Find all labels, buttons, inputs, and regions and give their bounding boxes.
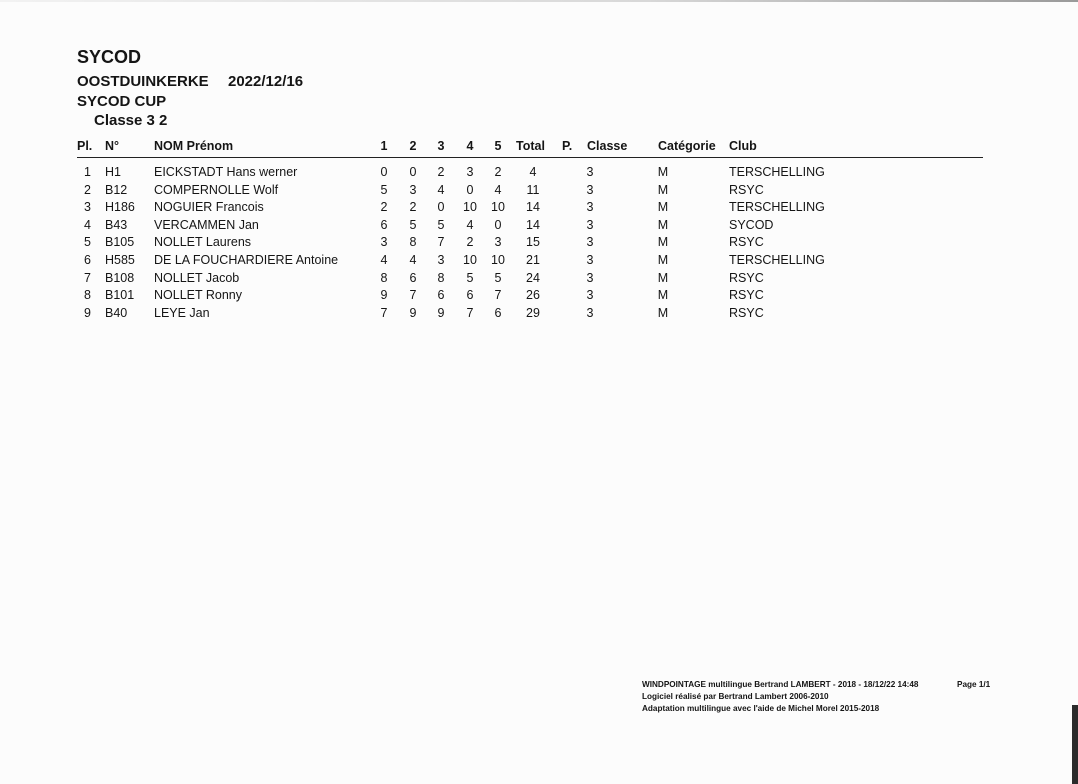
cell-race-5: 7: [494, 288, 502, 303]
table-row: [0, 287, 1078, 305]
cell-classe: 3: [586, 305, 594, 320]
cell-race-3: 8: [437, 270, 445, 285]
cell-race-3: 4: [437, 182, 445, 197]
table-row: [0, 305, 1078, 323]
cell-name: VERCAMMEN Jan: [154, 217, 259, 232]
cell-total: 4: [529, 165, 537, 179]
cell-number: B12: [105, 182, 128, 197]
cell-place: 7: [84, 270, 91, 285]
cell-classe: 3: [586, 270, 594, 285]
col-header-total: Total: [516, 139, 545, 153]
cell-race-2: 6: [409, 270, 417, 285]
table-row: [0, 234, 1078, 252]
col-header-name: NOM Prénom: [154, 139, 234, 153]
col-header-race-5: 5: [494, 139, 502, 153]
cell-race-4: 10: [463, 200, 477, 215]
cell-race-2: 8: [409, 235, 417, 250]
table-row: [0, 217, 1078, 235]
event-date: 2022/12/16: [228, 73, 304, 90]
cell-club: TERSCHELLING: [729, 252, 825, 267]
cell-race-5: 5: [494, 270, 502, 285]
cell-name: NOLLET Laurens: [154, 235, 252, 250]
cell-race-1: 7: [380, 305, 388, 320]
cell-name: NOLLET Jacob: [154, 270, 240, 285]
event-title: SYCOD CUP: [77, 93, 167, 110]
cell-race-3: 2: [437, 165, 445, 179]
header-divider: [77, 157, 983, 158]
cell-club: TERSCHELLING: [729, 165, 825, 179]
cell-race-2: 2: [409, 200, 417, 215]
cell-total: 14: [526, 217, 540, 232]
cell-race-3: 6: [437, 288, 445, 303]
cell-name: COMPERNOLLE Wolf: [154, 182, 279, 197]
cell-number: B101: [105, 288, 135, 303]
cell-race-5: 6: [494, 305, 502, 320]
cell-place: 8: [84, 288, 91, 303]
cell-classe: 3: [586, 182, 594, 197]
cell-place: 4: [84, 217, 91, 232]
cell-race-3: 3: [437, 252, 445, 267]
cell-race-1: 6: [380, 217, 388, 232]
cell-classe: 3: [586, 200, 594, 215]
cell-race-3: 7: [437, 235, 445, 250]
cell-categorie: M: [657, 200, 669, 215]
cell-place: 3: [84, 200, 91, 215]
cell-race-3: 0: [437, 200, 445, 215]
cell-total: 15: [526, 235, 540, 250]
table-row: [0, 182, 1078, 200]
cell-name: LEYE Jan: [154, 305, 210, 320]
col-header-club: Club: [729, 139, 757, 153]
cell-race-1: 3: [380, 235, 388, 250]
cell-place: 9: [84, 305, 91, 320]
cell-race-2: 0: [409, 165, 417, 179]
cell-race-1: 0: [380, 165, 388, 179]
cell-categorie: M: [657, 165, 669, 179]
col-header-p: P.: [562, 139, 573, 153]
cell-race-4: 10: [463, 252, 477, 267]
page-number: Page 1/1: [957, 680, 991, 689]
table-row: [0, 199, 1078, 217]
cell-place: 6: [84, 252, 91, 267]
cell-number: B108: [105, 270, 135, 285]
cell-club: RSYC: [729, 235, 764, 250]
cell-race-5: 10: [491, 200, 505, 215]
cell-classe: 3: [586, 252, 594, 267]
table-row: [0, 252, 1078, 270]
cell-categorie: M: [657, 235, 669, 250]
table-row: [0, 164, 1078, 182]
cell-race-4: 2: [466, 235, 474, 250]
footer-software-credit: WINDPOINTAGE multilingue Bertrand LAMBERT - 2018 - 18/12/22 14:48: [642, 680, 919, 689]
cell-race-4: 0: [466, 182, 474, 197]
cell-club: SYCOD: [729, 217, 774, 232]
col-header-categorie: Catégorie: [658, 139, 716, 153]
cell-total: 14: [526, 200, 540, 215]
cell-name: EICKSTADT Hans werner: [154, 165, 298, 179]
cell-race-5: 3: [494, 235, 502, 250]
cell-race-5: 2: [494, 165, 502, 179]
cell-club: RSYC: [729, 270, 764, 285]
cell-race-4: 3: [466, 165, 474, 179]
cell-race-2: 4: [409, 252, 417, 267]
cell-place: 2: [84, 182, 91, 197]
cell-race-4: 7: [466, 305, 474, 320]
class-title: Classe 3 2: [94, 112, 168, 129]
cell-race-1: 2: [380, 200, 388, 215]
cell-categorie: M: [657, 182, 669, 197]
cell-race-2: 5: [409, 217, 417, 232]
col-header-place: Pl.: [77, 139, 93, 153]
cell-race-5: 0: [494, 217, 502, 232]
cell-race-4: 5: [466, 270, 474, 285]
cell-race-5: 4: [494, 182, 502, 197]
footer-adaptation-credit: Adaptation multilingue avec l'aide de Michel Morel 2015-2018: [642, 704, 880, 713]
cell-total: 11: [526, 182, 540, 197]
cell-race-3: 5: [437, 217, 445, 232]
cell-total: 26: [526, 288, 540, 303]
cell-race-1: 5: [380, 182, 388, 197]
cell-number: B43: [105, 217, 128, 232]
organization-title: SYCOD: [77, 47, 142, 67]
col-header-classe: Classe: [587, 139, 628, 153]
cell-categorie: M: [657, 288, 669, 303]
cell-categorie: M: [657, 217, 669, 232]
col-header-number: N°: [105, 139, 120, 153]
cell-club: RSYC: [729, 288, 764, 303]
cell-total: 21: [526, 252, 540, 267]
col-header-race-1: 1: [380, 139, 388, 153]
cell-race-4: 4: [466, 217, 474, 232]
cell-number: H186: [105, 200, 135, 215]
cell-number: B40: [105, 305, 128, 320]
footer-author-credit: Logiciel réalisé par Bertrand Lambert 2006-2010: [642, 692, 829, 701]
cell-race-1: 4: [380, 252, 388, 267]
venue-label: OOSTDUINKERKE: [77, 73, 209, 90]
cell-club: TERSCHELLING: [729, 200, 825, 215]
col-header-race-3: 3: [437, 139, 445, 153]
table-row: [0, 270, 1078, 288]
cell-classe: 3: [586, 165, 594, 179]
cell-number: H1: [105, 165, 121, 179]
cell-classe: 3: [586, 217, 594, 232]
col-header-race-4: 4: [466, 139, 474, 153]
cell-total: 24: [526, 270, 540, 285]
cell-classe: 3: [586, 235, 594, 250]
cell-race-4: 6: [466, 288, 474, 303]
cell-categorie: M: [657, 270, 669, 285]
cell-race-1: 9: [380, 288, 388, 303]
cell-number: H585: [105, 252, 135, 267]
cell-race-2: 9: [409, 305, 417, 320]
cell-club: RSYC: [729, 305, 764, 320]
cell-race-2: 7: [409, 288, 417, 303]
cell-total: 29: [526, 305, 540, 320]
cell-number: B105: [105, 235, 135, 250]
scan-edge-right: [1072, 705, 1078, 784]
cell-classe: 3: [586, 288, 594, 303]
cell-race-3: 9: [437, 305, 445, 320]
cell-categorie: M: [657, 252, 669, 267]
cell-race-5: 10: [491, 252, 505, 267]
col-header-race-2: 2: [409, 139, 417, 153]
cell-race-2: 3: [409, 182, 417, 197]
cell-place: 1: [84, 165, 91, 179]
cell-place: 5: [84, 235, 91, 250]
cell-name: NOLLET Ronny: [154, 288, 243, 303]
cell-name: DE LA FOUCHARDIERE Antoine: [154, 252, 339, 267]
cell-categorie: M: [657, 305, 669, 320]
cell-race-1: 8: [380, 270, 388, 285]
cell-name: NOGUIER Francois: [154, 200, 264, 215]
cell-club: RSYC: [729, 182, 764, 197]
scan-edge-top: [0, 0, 1078, 2]
table-body: [0, 164, 1078, 322]
